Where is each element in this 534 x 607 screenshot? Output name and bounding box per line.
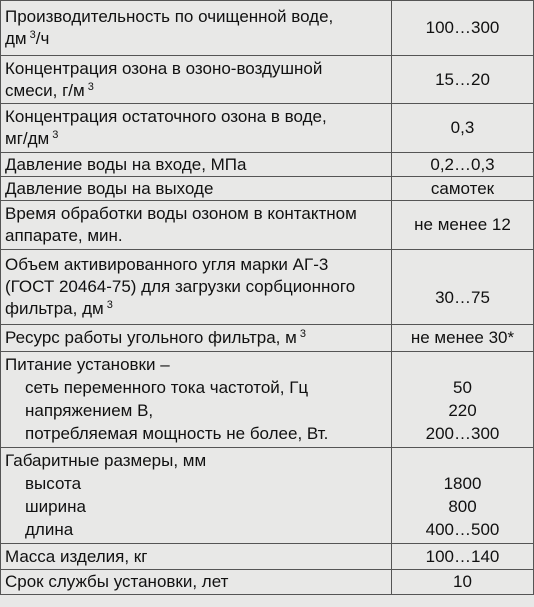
dimension-value: 1800 (443, 474, 482, 493)
spec-label: Время обработки воды озоном в контактном аппарате, мин. (1, 201, 392, 250)
table-row (1, 250, 534, 325)
dimension-label: ширина (25, 497, 86, 516)
spec-value: 100…140 (392, 544, 534, 570)
table-row (1, 352, 534, 448)
table-row (1, 201, 534, 250)
power-item-value: 200…300 (425, 424, 500, 443)
spec-label: Объем активированного угля марки АГ-3 (ГОСТ 20464-75) для загрузки сорбционного фильтра, дм $^3$ (1, 250, 392, 325)
table-row (1, 153, 534, 177)
table-row (1, 1, 534, 56)
power-supply-labels (1, 352, 392, 448)
table-row (1, 544, 534, 570)
spec-value: 0,2…0,3 (392, 153, 534, 177)
table-row (1, 104, 534, 153)
spec-label: Срок службы установки, лет (1, 570, 392, 595)
table-row (1, 325, 534, 352)
table-row (1, 177, 534, 201)
spec-label: Давление воды на входе, МПа (1, 153, 392, 177)
dimension-label: длина (25, 520, 74, 539)
dimension-value: 800 (448, 497, 477, 516)
spec-label: Концентрация озона в озоно-воздушной смеси, г/м $^3$ (1, 56, 392, 104)
power-title: Питание установки – (5, 355, 170, 374)
dimension-label: высота (25, 474, 82, 493)
power-item-label: потребляемая мощность не более, Вт. (25, 424, 329, 443)
spec-value: 10 (392, 570, 534, 595)
spec-label: Ресурс работы угольного фильтра, м $^3$ (1, 325, 392, 352)
spec-value: не менее 12 (392, 201, 534, 250)
spec-value: самотек (392, 177, 534, 201)
spec-value: 0,3 (392, 104, 534, 153)
dimensions-labels (1, 448, 392, 544)
spec-label: Производительность по очищенной воде, дм $^3$/ч (1, 1, 392, 56)
table-row (1, 570, 534, 595)
power-item-label: напряжением В, (25, 401, 154, 420)
power-item-label: сеть переменного тока частотой, Гц (25, 378, 309, 397)
table-row (1, 56, 534, 104)
spec-label: Давление воды на выходе (1, 177, 392, 201)
power-item-value: 220 (448, 401, 477, 420)
dimension-value: 400…500 (425, 520, 500, 539)
dimensions-values (392, 448, 534, 544)
dimensions-title: Габаритные размеры, мм (5, 451, 207, 470)
power-item-value: 50 (453, 378, 472, 397)
table-row (1, 448, 534, 544)
spec-label: Масса изделия, кг (1, 544, 392, 570)
spec-value: не менее 30* (392, 325, 534, 352)
spec-value: 100…300 (392, 1, 534, 56)
spec-value: 30…75 (392, 250, 534, 325)
power-supply-values (392, 352, 534, 448)
spec-value: 15…20 (392, 56, 534, 104)
spec-label: Концентрация остаточного озона в воде, мг/дм $^3$ (1, 104, 392, 153)
